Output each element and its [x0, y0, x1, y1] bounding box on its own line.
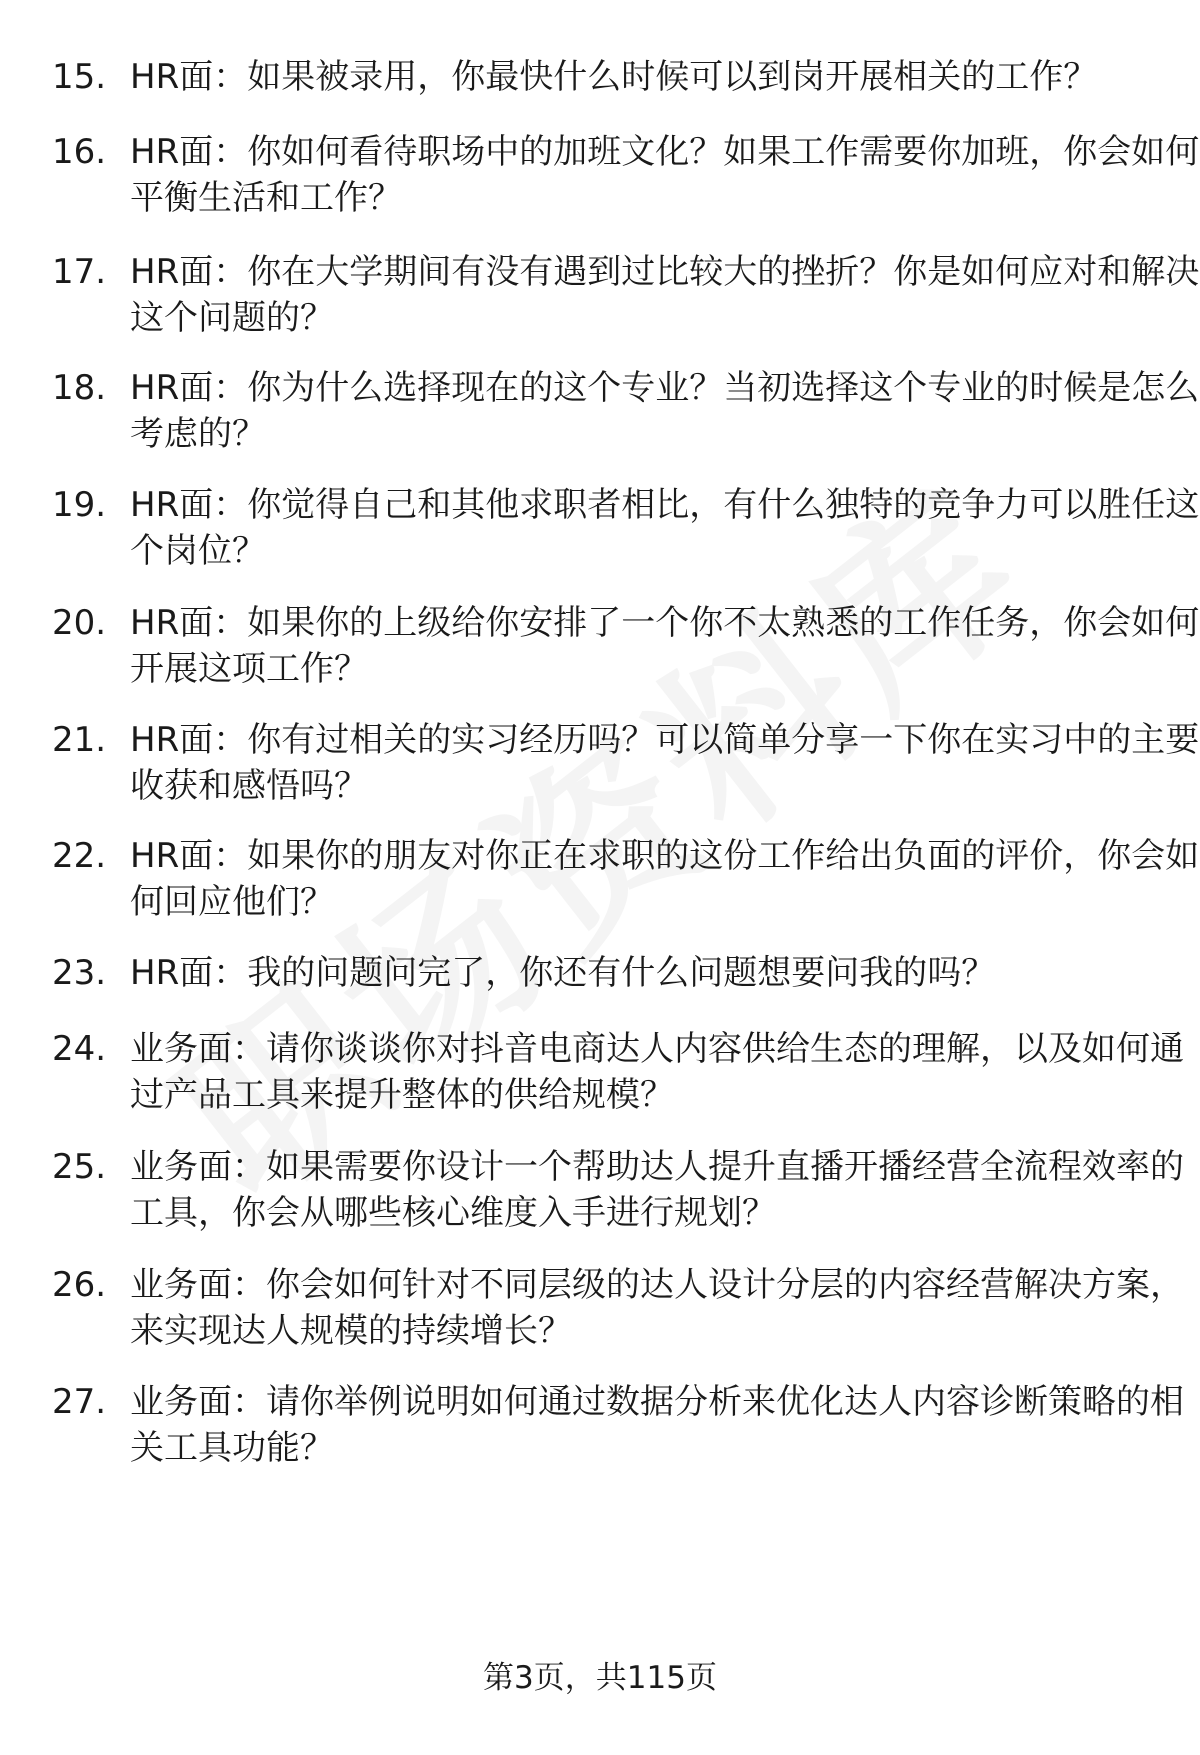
item-text: HR面：如果你的上级给你安排了一个你不太熟悉的工作任务，你会如何开展这项工作？ — [130, 603, 1200, 689]
item-text: 业务面：请你举例说明如何通过数据分析来优化达人内容诊断策略的相关工具功能？ — [130, 1382, 1184, 1468]
item-text: HR面：你有过相关的实习经历吗？可以简单分享一下你在实习中的主要收获和感悟吗？ — [130, 720, 1200, 806]
item-number: 19. — [52, 485, 107, 525]
item-text: HR面：如果你的朋友对你正在求职的这份工作给出负面的评价，你会如何回应他们？ — [130, 836, 1200, 922]
item-text: HR面：我的问题问完了，你还有什么问题想要问我的吗？ — [130, 953, 996, 993]
item-text: HR面：你觉得自己和其他求职者相比，有什么独特的竞争力可以胜任这个岗位？ — [130, 485, 1200, 571]
item-text: HR面：你在大学期间有没有遇到过比较大的挫折？你是如何应对和解决这个问题的？ — [130, 252, 1200, 338]
item-number: 27. — [52, 1382, 107, 1422]
item-text: 业务面：请你谈谈你对抖音电商达人内容供给生态的理解，以及如何通过产品工具来提升整体的供给规模？ — [130, 1029, 1184, 1115]
page-footer: 第3页，共115页 — [483, 1660, 717, 1696]
item-number: 18. — [52, 368, 107, 408]
item-number: 20. — [52, 603, 107, 643]
item-number: 22. — [52, 836, 107, 876]
item-number: 21. — [52, 720, 107, 760]
item-text: 业务面：你会如何针对不同层级的达人设计分层的内容经营解决方案，来实现达人规模的持续增长？ — [130, 1265, 1184, 1351]
item-number: 26. — [52, 1265, 107, 1305]
item-number: 17. — [52, 252, 107, 292]
item-number: 23. — [52, 953, 107, 993]
item-number: 15. — [52, 57, 107, 97]
item-number: 16. — [52, 132, 107, 172]
item-number: 25. — [52, 1147, 107, 1187]
item-number: 24. — [52, 1029, 107, 1069]
item-text: HR面：你如何看待职场中的加班文化？如果工作需要你加班，你会如何平衡生活和工作？ — [130, 132, 1200, 218]
item-text: 业务面：如果需要你设计一个帮助达人提升直播开播经营全流程效率的工具，你会从哪些核心维度入手进行规划？ — [130, 1147, 1184, 1233]
item-text: HR面：你为什么选择现在的这个专业？当初选择这个专业的时候是怎么考虑的？ — [130, 368, 1200, 454]
item-text: HR面：如果被录用，你最快什么时候可以到岗开展相关的工作？ — [130, 57, 1098, 97]
